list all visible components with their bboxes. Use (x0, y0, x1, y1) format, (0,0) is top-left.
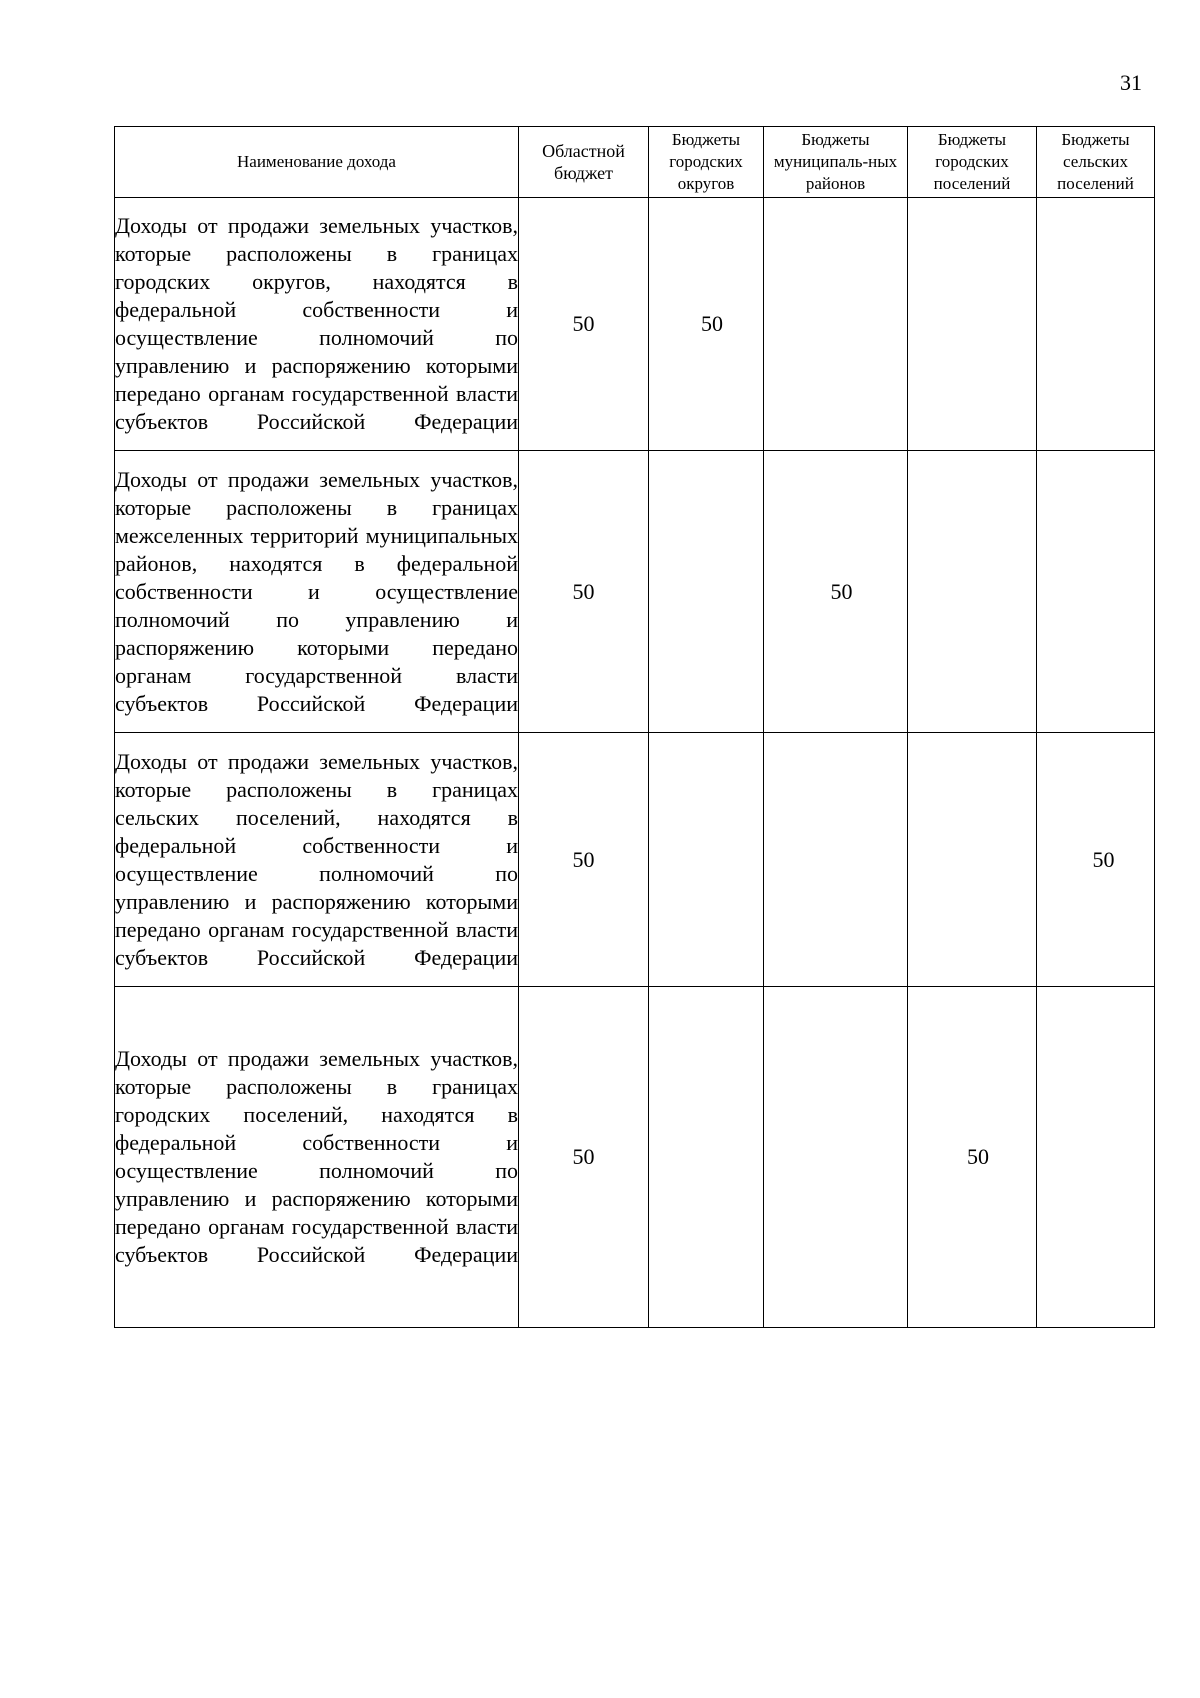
revenue-name-cell (115, 451, 519, 733)
header-municipal-district-budgets: Бюджеты муниципаль-ных районов (764, 127, 908, 198)
city-district-value: 50 (649, 198, 764, 451)
municipal-district-value (764, 987, 908, 1328)
regional-budget-value: 50 (519, 451, 649, 733)
header-urban-settlement-budgets: Бюджеты городских поселений (908, 127, 1037, 198)
revenue-distribution-table (114, 126, 1155, 1328)
urban-settlement-value (908, 451, 1037, 733)
city-district-value (649, 733, 764, 987)
table-header-row (115, 127, 1155, 198)
regional-budget-value: 50 (519, 987, 649, 1328)
revenue-name-cell (115, 987, 519, 1328)
revenue-name-text: Доходы от продажи земельных участков, которые расположены в границах межселенных территорий муниципальных районов, находятся в федеральной собственности и осуществление полномочий по управлению и распоряжению которыми передано органам государственной власти субъектов Российской Федерации (115, 466, 518, 716)
revenue-name-text: Доходы от продажи земельных участков, которые расположены в границах сельских поселений, находятся в федеральной собственности и осуществление полномочий по управлению и распоряжению которыми передано органам государственной власти субъектов Российской Федерации (115, 748, 518, 970)
regional-budget-value: 50 (519, 733, 649, 987)
rural-settlement-value (1037, 987, 1155, 1328)
urban-settlement-value (908, 198, 1037, 451)
regional-budget-value: 50 (519, 198, 649, 451)
header-rural-settlement-budgets: Бюджеты сельских поселений (1037, 127, 1155, 198)
rural-settlement-value: 50 (1037, 733, 1155, 987)
rural-settlement-value (1037, 451, 1155, 733)
header-regional-budget: Областной бюджет (519, 127, 649, 198)
revenue-name-text: Доходы от продажи земельных участков, которые расположены в границах городских округов, находятся в федеральной собственности и осуществление полномочий по управлению и распоряжению которыми передано органам государственной власти субъектов Российской Федерации (115, 213, 518, 434)
table-row (115, 987, 1155, 1328)
city-district-value (649, 451, 764, 733)
municipal-district-value (764, 198, 908, 451)
table-row (115, 198, 1155, 451)
table-row (115, 451, 1155, 733)
municipal-district-value: 50 (764, 451, 908, 733)
city-district-value (649, 987, 764, 1328)
page-number: 31 (1120, 70, 1142, 95)
revenue-name-cell (115, 198, 519, 451)
revenue-name-cell (115, 733, 519, 987)
header-revenue-name: Наименование дохода (115, 127, 519, 198)
table-row (115, 733, 1155, 987)
urban-settlement-value: 50 (908, 987, 1037, 1328)
rural-settlement-value (1037, 198, 1155, 451)
municipal-district-value (764, 733, 908, 987)
header-city-district-budgets: Бюджеты городских округов (649, 127, 764, 198)
urban-settlement-value (908, 733, 1037, 987)
revenue-name-text: Доходы от продажи земельных участков, которые расположены в границах городских поселений, находятся в федеральной собственности и осуществление полномочий по управлению и распоряжению которыми передано органам государственной власти субъектов Российской Федерации (115, 1046, 518, 1267)
